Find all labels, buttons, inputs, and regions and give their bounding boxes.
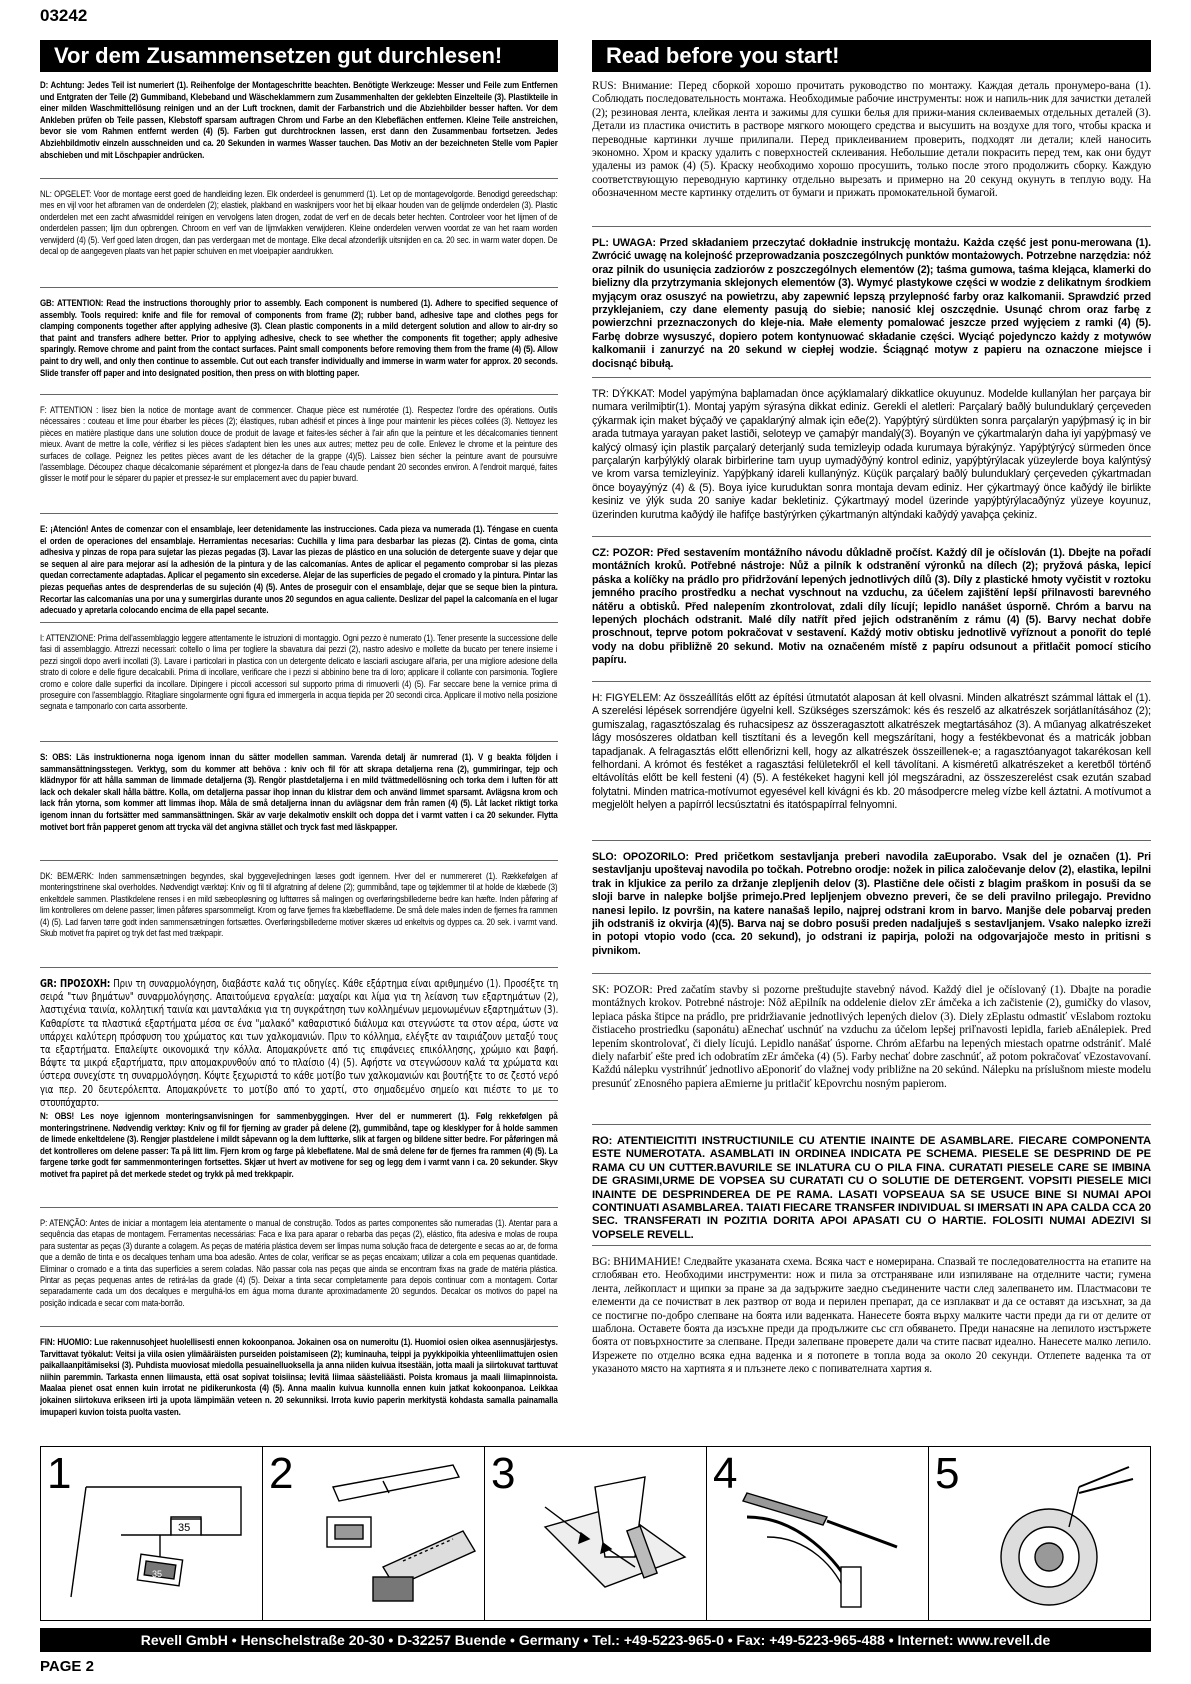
instructions-de: D: Achtung: Jedes Teil ist numeriert (1). Reihenfolge der Montageschritte beachten. Benötigte Werkzeuge: Messer und Feile zum Entfernen und Entgraten der Teile (2) Gummiband, Klebeband und Wäscheklammern zum Zusammenhalten der geklebten Einzelteile (3). Plastikteile in einer milden Waschmittellösung reinigen und an der Luft trocknen, damit der Farbanstrich und die Abziehbilder besser haften. Vor dem Ankleben prüfen ob Teile passen, Klebstoff sparsam auftragen Chrom und Farbe an den Klebeflächen entfernen. Kleine Teile anstreichen, bevor sie vom Rahmen entfernt werden (4) (5). Farben gut durchtrocknen lassen, erst dann den Zusammenbau fortsetzen. Jedes Abziehbildmotiv einzeln ausschneiden und ca. 20 Sekunden in warmes Wasser tauchen. Das Motiv an der bezeichneten Stelle vom Papier abschieben und mit Löschpapier andrücken. — [40, 80, 558, 160]
assembly-steps-strip — [40, 1446, 1151, 1621]
decal-apply-icon — [929, 1447, 1151, 1620]
instructions-rus: RUS: Внимание: Перед сборкой хорошо прочитать руководство по монтажу. Каждая деталь пронумеро-вана (1). Соблюдать последовательность монтажа. Необходимые рабочие инструменты: нож и напиль-ник для зачистки деталей (2); резиновая лента, клейкая лента и зажимы для сушки белья для прижи-мания склеиваемых отдельных деталей (3). Детали из пластика очистить в растворе мягкого моющего средства и высушить на воздухе для того, чтобы краска и переводные картинки лучше пpилипали. Перед приклеиванием проверить, подходят ли детали; клей наносить экономно. Хром и краску удалить с поверхностей склеивания. Небольшие детали покрасить перед тем, как они будут удалены из рамок (4) (5). Краску необходимо хорошо просушить, только после этого продолжить сборку. Каждую соответствующую переводную картинку отдельно вырезать и примерно на 20 секунд окунуть в теплую воду. На обозначенном месте картинку отделить от бумаги и прижать промокательной бумагой. — [592, 80, 1151, 200]
part-number-label-2: 35 — [152, 1569, 163, 1579]
instructions-dk: DK: BEMÆRK: Inden sammensætningen begyndes, skal byggevejledningen læses godt igennem. Hver del er nummereret (1). Rækkefølgen af monteringstrinene skal overholdes. Nødvendigt værktøj: Kniv og fil til afgratning af delene (2); gummibånd, tape og tøjklemmer til at holde de klæbede (3) enkeltdele sammen. Plastikdelene renses i en mild sæbeopløsning og lufttørres så malingen og overføringsbillederne bedre kan hæfte. Inden påføring af lim kontrolleres om delene passer; limen påføres sparsommeligt. Krom og farve fjernes fra klæbeflladerne. De små dele males inden de fjernes fra rammen (4) (5). Lad farven tørre godt inden sammensætningen fortsættes. Overføringsbillederne motiver skæres ud enkeltvis og dyppes ca. 20 sek. i varmt vand. Skub motivet fra papiret og tryk det fast med trækpapir. — [40, 871, 558, 939]
step-number: 3 — [491, 1449, 516, 1498]
instructions-sk: SK: POZOR: Pred začatím stavby si pozorne preštudujte stavebný návod. Každý diel je očíslovaný (1). Dbajte na poradie montážnych krokov. Potrebné nástroje: Nôž aEpilník na oddelenie dielov zEr ámčeka a ich začistenie (2), gumičky do vlasov, lepiaca páska štipce na prádlo, pre pridržiavanie jednotlivých lepených dielov (3). Diely zEplastu odmastiť vEslabom roztoku čistiaceho prostriedku (saponátu) aEnechať uschnúť na vzduchu za účelom lepšej priľnavosti lepidla, farieb aEnálepiek. Pred lepením skontrolovať, či diely lícujú. Lepidlo nanášať úsporne. Chróm aEfarbu na lepených miestach opatrne odstrániť. Malé diely nafarbiť ešte pred ich odobratím zEr ámčeka (4) (5). Farby nechať dobre zaschnúť, až potom pokračovať vEzostavovaní. Každú nálepku vystrihnúť jednotlivo aEponoriť do vlažnej vody približne na 20 sekúnd. Nálepku na príslušnom mieste modelu presunúť zEnosného papiera aEmierne ju pritlačiť kEpovrchu nosným papierom. — [592, 984, 1151, 1090]
footer-contact-bar: Revell GmbH • Henschelstraße 20-30 • D-32257 Buende • Germany • Tel.: +49-5223-965-0 • Fax: +49-5223-965-488 • Internet: www.revell.de — [40, 1628, 1151, 1652]
instructions-gr — [40, 978, 558, 1109]
part-number-label: 35 — [178, 1522, 191, 1534]
instructions-fin: FIN: HUOMIO: Lue rakennusohjeet huolellisesti ennen kokoonpanoa. Jokainen osa on numeroitu (1). Huomioi osien oikea asennusjärjestys. Tarvittavat työkalut: Veitsi ja viila osien ylimääräisten purseiden poistamiseen (2); kuminauha, teippi ja pyykkipoikia yhteenliimattujen osien paikallaanpitämiseksi (3). Puhdista muoviosat miedolla pesuainelluoksella ja anna niiden kuivua itsestään, jotta maali ja siirtokuvat tarttuvat niihin paremmin. Tarkasta ennen liimausta, että osat sopivat toisiinsa; levitä liimaa säästeliäästi. Poista kromaus ja maali liimapinnoista. Maalaa pienet osat ennen kuin irrotat ne pidikerunkosta (4) (5). Anna maalin kuivua kunnolla ennen kuin jatkat kokoonpanoa. Leikkaa jokainen siirtokuva erikseen irti ja upota lämpimään veteen n. 20 sekunniksi. Irrota kuvio paperin merkitystä kohdasta samalla painamalla imupaperi kuvion toista puolta vasten. — [40, 1337, 558, 1417]
instructions-gr-text: Πριν τη συναρμολόγηση, διαβάστε καλά τις οδηγίες. Κάθε εξάρτημα είναι αριθμημένο (1). Προσέξτε τη σειρά "των βημάτων" συναρμολόγησης. Απαιτούμενα εργαλεία: μαχαίρι και λίμα για τη λείανση των εξαρτημάτων (2), λαστιχένια ταινία, κολλητική ταινία και μανταλάκια για τη συγκράτηση των κολλημένων μεμονωμένων εξαρτημάτων (3). Καθαρίστε τα πλαστικά εξαρτήματα μέσα σε ένα "μαλακό" καθαριστικό διάλυμα και στεγνώστε τα στον αέρα, ώστε να υπάρχει καλύτερη πρόσφυση του χρώματος και των χαλκομανιών. Πριν το κόλλημα, ελέγξτε αν ταιριάζουν μεταξύ τους τα εξαρτήματα. Επαλείψτε οικονομικά την κόλλα. Απομακρύνετε από τις επιφάνειες επικόλλησης, χρώμιο και βαφή. Βάψτε τα μικρά εξαρτήματα, πριν απομακρυνθούν από το πλαίσιο (4) (5). Αφήστε να στεγνώσουν καλά τα χρώματα και ύστερα συνεχίστε τη συναρμολόγηση. Κόψτε ξεχωριστά το κάθε μοτίβο των χαλκομανιών και βουτήξτε το σε ζεστό νερό για περ. 20 δευτερόλεπτα. Απομακρύνετε το μοτίβο από το χαρτί, στο σημαδεμένο σημείο και πιέστε το με το στουπόχαρτο. — [40, 978, 558, 1109]
page-number: PAGE 2 — [40, 1658, 94, 1675]
step-number: 4 — [713, 1449, 738, 1498]
instructions-cz: CZ: POZOR: Před sestavením montážního návodu důkladně pročíst. Každý díl je očíslován (1). Dbejte na pořadí montážních kroků. Potřebné nástroje: Nůž a pilník k odstranění výronků na dílech (2); pryžová páska, lepicí páska a kolíčky na prádlo pro přidržování lepených jednotlivých dílů (3). Díly z plastické hmoty vyčistit v roztoku jemného pracího prostředku a nechat vyschnout na vzduchu, za účelem zajištění lepší přilnavosti barevného nátěru a obtisků. Před nalepením zkontrolovat, zdali díly lícují; lepidlo nanášet úsporně. Chróm a barvu na lepených plochách odstranit. Malé díly natřít před jejich odstraněním z rámu (4) (5). Barvy nechat dobře proschnout, teprve potom pokračovat v sestavení. Každý motiv obtisku jednotlivě vyříznout a ponořit do teplé vody na dobu přibližně 20 sekund. Motiv na označeném místě z papíru odsunout a přitlačit pomocí sticího papíru. — [592, 547, 1151, 667]
step-4-panel — [707, 1447, 929, 1620]
title-english: Read before you start! — [592, 40, 1151, 72]
instructions-i: I: ATTENZIONE: Prima dell'assemblaggio leggere attentamente le istruzioni di montaggio. Ogni pezzo è numerato (1). Tener presente la successione delle fasi di assemblaggio. Attrezzi necessari: coltello o lima per togliere la sbavatura dai pezzi (2), nastro adesivo e mollette da bucato per tenere insieme i pezzi singoli dopo averli incollati (3). Lavare i particolari in plastica con un detergente delicato e lasciarli asciugare all'aria, per una migliore adesione della strato di colore e delle figure decalcabili. Prima di incollare, verificare che i pezzi si abbinino bene tra di loro; applicare il collante con parsimonia. Togliere cromo e colore dalle superfici da incollare. Dipingere i piccoli accessori sul supporto prima di rimuoverli (4) (5). Far seccare bene la vernice prima di proseguire con l'assemblaggio. Ritagliare singolarmente ogni figura ed immergerla in acqua tiepida per 20 secondi circa. Applicare il motivo nella posizione segnata e tamponarlo con carta assorbente. — [40, 633, 558, 712]
step-5-panel — [929, 1447, 1150, 1620]
document-code: 03242 — [40, 6, 88, 25]
instructions-gb: GB: ATTENTION: Read the instructions thoroughly prior to assembly. Each component is numbered (1). Adhere to specified sequence of assembly. Tools required: knife and file for removal of components from frame (2); rubber band, adhesive tape and clothes pegs for clamping components together after applying adhesive (3). Clean plastic components in a mild detergent solution and allow to air-dry so that paint and transfers adhere better. Prior to applying adhesive, check to see whether the components fit together; apply adhesive sparingly. Remove chrome and paint from the contact surfaces. Paint small components before removing them from the frame (4) (5). Allow paint to dry well, and only then continue to assemble. Cut out each transfer individually and immerse in warm water for approx. 20 seconds. Slide transfer off paper and into designated position, then press on with blotting paper. — [40, 298, 558, 378]
step-1-panel — [41, 1447, 263, 1620]
instructions-nl: NL: OPGELET: Voor de montage eerst goed de handleiding lezen. Elk onderdeel is genummerd (1). Let op de montagevolgorde. Benodigd gereedschap: mes en vijl voor het afbramen van de onderdelen (2); elastiek, plakband en wasknijpers voor het bij elkaar houden van de gelijmde onderdelen (3). Plastic onderdelen met een zacht afwasmiddel reinigen en vervolgens laten drogen, zodat de verf en de decals beter hechten. Controleer voor het lijmen of de onderdelen passen; lijm dun opbrengen. Chroom en verf van de lijmvlakken verwijderen. Kleine onderdelen vervven voordat ze van het raam worden verwijderd (4) (5). Verf goed laten drogen, dan pas verdergaan met de montage. Elke decal afzonderlijk uitsnijden en ca. 20 sec. in warm water dopen. De decal op de aangegeven plaats van het papier schuiven en met vloeipapier aandrukken. — [40, 189, 558, 257]
instructions-bg: BG: ВНИМАНИЕ! Следвайте указаната схема. Всяка част е номерирана. Спазвай те последователността на етапите на сглобяван ето. Необходими инструменти: нож и пила за отстраняване или изпиляване на отделните части; гумена лента, лейкопласт и щипки за пране за да задържите заедно съединените части след залепването им. Пластмасови те елементи да се почистват в лек разтвор от вода и перилен препарат, да се изплакват и да се оставят да изсъхнат, за да се постигне по-добро слепване на боята или ваденката. Нанесете боята върху малките части преди да ги от делите от шаблона. Оставете боята да изсъхне преди да продължите сьс сгл обяването. Преди нанасяне на лепилото изстържете боята от повърхностите за слепване. Преди залепване проверете дали ча стите пасват идеално. Нанесете малко лепило. Изрежете по отделно всяка една ваденка и я потопете в топла вода за около 20 секунди. Отлепете ваденка та от указаното място на хартията я и плъзнете леко с попивателната хартия я. — [592, 1256, 1151, 1376]
instructions-p: P: ATENÇÃO: Antes de iniciar a montagem leia atentamente o manual de construção. Todos as partes componentes são numeradas (1). Atentar para a sequência das etapas de montagem. Ferramentas necessárias: Faca e lixa para aparar o rebarba das peças (2), elástico, fita adesiva e molas de roupa para sustentar as peças (3) durante a colagem. As peças de matéria plástica devem ser limpas numa solução fraca de detergente e secas ao ar, de forma que a demão de tinta e os decalques tenham uma boa adesão. Antes de colar, verificar se as peças encaixam; utilizar a cola em pequenas quantidade. Eliminar o cromado e a tinta das superfícies a serem coladas. Não passar cola nas peças que ainda se encontram fixas na grade de matéria plástica. Pintar as peças pequenas antes de retirá-las da grade (4) (5). Deixar a tinta secar completamente para depois continuar com a montagem. Cortar separadamente cada um dos decalques e mergulhá-los em água morna durante aproximadamente 20 segundos. Decalcar os motivos do papel na posição indicada e secar com mata-borrão. — [40, 1218, 558, 1308]
left-column — [40, 80, 558, 1436]
step-number: 5 — [935, 1449, 960, 1498]
knife-and-file-icon — [263, 1447, 485, 1620]
instructions-e: E: ¡Atención! Antes de comenzar con el ensamblaje, leer detenidamente las instrucciones. Cada pieza va numerada (1). Téngase en cuenta el orden de operaciones del ensamblaje. Herramientas necesarias: Cuchilla y lima para desbarbar las piezas (2). Cintas de goma, cinta adhesiva y pinzas de ropa para sujetar las piezas pegadas (3). Lavar las piezas de plástico en una solución de detergente suave y dejar que se sequen al aire para mejorar así la adhesión de la pintura y de las calcomanías. Antes de aplicar el pegamento comprobar si las piezas quedan correctamente adaptadas. Aplicar el pegamento sin excederse. Alejar de las superficies de pegado el cromado y la pintura. Pintar las piezas pequeñas antes de desprenderlas de su sujeción (4) (5). Antes de proseguir con el ensamblaje, dejar que se seque bien la pintura. Recortar las calcomanías una por una y sumergirlas durante unos 20 segundos en agua caliente. Deslizar del papel la calcomanía en el lugar adecuado y apretarla colocando encima de ella papel secante. — [40, 524, 558, 616]
step-2-panel — [263, 1447, 485, 1620]
instructions-slo: SLO: OPOZORILO: Pred pričetkom sestavljanja preberi navodila zaЕuporabo. Vsak del je označen (1). Pri sestavljanju upoštevaj navodila po točkah. Potrebno orodje: nožek in pilica zaločevanje delov (2), elastika, lepilni trak in kljukice za perilo za držanje zlepljenih delov (3). Plastične dele očisti z blagim praškom in posuši da se sloji barve in nalepke boljše primejo.Pred lepljenjem obvezno preveri, če se deli pravilno prilegajo. Previdno nanesi lepilo. Iz površin, na katere nanašaš lepilo, najprej odstrani krom in barvo. Manjše dele pobarvaj preden jih odstraniš iz okvirja (4)(5). Barva naj se dobro posuši preden nadaljuješ s sestavljanjem. Vsako nalepko izreži in potopi vtopio vodo (cca. 20 sekund), jo odstrani iz papirja, položi na odgovarjajoče mesto in pritisni s pivnikom. — [592, 851, 1151, 957]
step-number: 1 — [47, 1449, 72, 1498]
instructions-n: N: OBS! Les noye igjennom monteringsanvisningen for sammenbyggingen. Hver del er nummerert (1). Følg rekkefølgen på monteringstrinene. Nødvendig verktøy: Kniv og fil for fjerning av grader på delene (2), gummibånd, tape og klesklyper for å holde sammen de limede enkeltdelene (3). Rengjør plastdelene i mildt såpevann og la dem lufttørke, slik at fargen og bildene sitter bedre. For påføringen må det kontrolleres om delene passer: Ta på litt lim. Fjern krom og farge på klebeflatene. Mal de små delene før de fjernes fra rammen (4) (5). La fargene tørke godt før sammenmonteringen fortsettes. Skjær ut hvert av motivene for seg og legg dem i varmt vann i ca. 20 sekunder. Skyv motivet fra papiret på det merkede stedet og trykk på med trekkpapir. — [40, 1111, 558, 1179]
instructions-s: S: OBS: Läs instruktionerna noga igenom innan du sätter modellen samman. Varenda detalj är numrerad (1). V g beakta följden i sammansättningsstegen. Verktyg, som du kommer att behöva : kniv och fil för att skrapa detaljerna rena (2), gummiringar, tejp och klädnypor för att hålla samman de limmade detaljerna (3). Rengör plastdetaljerna i en mild tvättmedellösning och torka dem i luften för att lack och dekaler skall hålla bättre. Kolla, om detaljerna passar ihop innan du klistrar dem och använd limmet sparsamt. Avlägsna krom och lack från ytorna, som kommer att limmas ihop. Måla de små detaljerna innan du avlägsnar dem från ramen (4) (5). Låt lacket riktigt torka igenom innan du fortsätter med sammansättningen. Skär av varje dekalmotiv enskilt och doppa det i varmt vatten i ca 20 sekunder. Flytta motivet bort från papperet genom att trycka väl det angivna stället och tryck fast med läskpapper. — [40, 752, 558, 832]
instructions-f: F: ATTENTION : lisez bien la notice de montage avant de commencer. Chaque pièce est numérotée (1). Respectez l'ordre des opérations. Outils nécessaires : couteau et lime pour ébarber les pièces (2); élastiques, ruban adhésif et pinces à linge pour maintenir les pièces collées (3). Nettoyez les pièces en matière plastique dans une solution douce de produit de lavage et faites-les sécher à l'air afin que la peinture et les décalcomanies tiennent mieux. Avant de mettre la colle, vérifiez si les pièces s'adaptent bien les unes aux autres; mettez peu de colle. Enlevez le chrome et la peinture des surfaces de collage. Peignez les petites pièces avant de les détacher de la grappe (4)(5). Laissez bien sécher la peinture avant de poursuivre l'assemblage. Découpez chaque décalcomanie séparément et plongez-la dans de l'eau chaude pendant 20 secondes environ. A l'endroit marqué, faites glisser le motif pour le séparer du papier et pressez-le sur emplacement avec du papier buvard. — [40, 405, 558, 484]
instructions-gr-label: GR: ΠΡΟΣΟΧΗ: — [40, 978, 111, 990]
clamp-parts-icon — [485, 1447, 707, 1620]
right-column — [592, 80, 1151, 1436]
instructions-tr: TR: DÝKKAT: Model yapýmýna baþlamadan önce açýklamalarý dikkatlice okuyunuz. Modelde kullanýlan her parçaya bir numara verilmiþtir(1). Montaj yapým sýrasýna dikkat ediniz. Gerekli el aletleri: Parçalarý baðlý bulunduklarý çerçeveden çýkarmak için maket býçaðý ve çapaklarýný almak için eðe(2). Yapýþtýrý sürdükten sonra parçalarýn yapýþmasý iç in bir arada tutmaya yarayan paket lastiði, seloteyp ve çamaþýr mandalý(3). Boyanýn ve çýkartmalarýn daha iyi yapýþmasý ve kalýcý olmasý için plastik parçalarý deterjanlý suda temizleyip odada kurumaya býrakýnýz. Yapýþtýrýcý sürmeden önce parçalarýn karþýlýklý olarak birbirlerine tam uyup uymadýðýný kontrol ediniz, yapýþtýrýlacak yüzeylerde boya kalýntýsý ve krom varsa temizleyiniz. Yapýþkaný idareli kullanýnýz. Küçük parçalarý baðlý bulunduklarý çerçeveden çýkartmadan önce boyayýnýz (4) & (5). Boya iyice kuruduktan sonra montaja devam ediniz. Her çýkartmayý önce kaðýdý ile birlikte kesiniz ve ýlýk suda 20 saniye kadar bekletiniz. Çýkartmayý model üzerinde yapýþtýrýlacaðýnýz yüzeye koyunuz, üzerinden kurutma kaðýdý ile hafifçe bastýrýrken çýkartmanýn altýndaki kaðýdý yavaþça çekiniz. — [592, 388, 1151, 521]
step-number: 2 — [269, 1449, 294, 1498]
instructions-h: H: FIGYELEM: Az összeállítás előtt az építési útmutatót alaposan át kell olvasni. Minden alkatrészt számmal láttak el (1). A szerelési lépések sorrendjére ügyelni kell. Szükséges szerszámok: kés és reszelő az alkatrészek sorjátlanításához (2); gumiszalag, ragasztószalag és ruhacsipesz az összeragasztott alkatrészek megtartásához (3). A műanyag alkatrészeket lágy mosószeres oldatban kell tisztítani és a levegőn kell megszárítani, hogy a festékbevonat és a matricák jobban tapadjanak. A felragasztás előtt ellenőrizni kell, hogy az alkatrészek összeillenek-e; a ragasztóanyagot takarékosan kell felhordani. A krómot és festéket a ragasztási felületekről el kell távolítani. A kisméretű alkatrészeket a keretből történő eltávolítás előtt be kell festeni (4) (5). A festékeket hagyni kell jól megszáradni, az összeszerelést csak ezután szabad folytatni. Minden matrica-motívumot egyesével kell kivágni és kb. 20 másodpercre meleg vízbe kell áztatni. A motívumot a megjelölt helyen a papírról lecsúsztatni és itatóspapírral felnyomni. — [592, 692, 1151, 812]
paint-brush-icon — [707, 1447, 929, 1620]
sprue-parts-icon — [41, 1447, 263, 1620]
step-3-panel — [485, 1447, 707, 1620]
instructions-pl: PL: UWAGA: Przed składaniem przeczytać dokładnie instrukcję montażu. Każda część jest ponu-merowana (1). Zwrócić uwagę na kolejność przeprowadzania poszczególnych punktów montażowych. Potrzebne narzędzia: nóż oraz pilnik do usunięcia zadziorów z poszczególnych elementów (2); taśma gumowa, taśma klejąca, klamerki do bielizny dla przytrzymania sklejonych elementów (3). Wymyć plastykowe części w wodzie z delikatnym środkiem myjącym oraz osuszyć na powietrzu, aby zapewnić lepszą przylepność farby oraz kalkomanii. Sprawdzić przed przyklejaniem, czy dane elementy pasują do siebie; nanosić klej oszczędnie. Usunąć chrom oraz farbę z powierzchni przeznaczonych do kleje-nia. Małe elementy pomalować jeszcze przed wyjęciem z ramki (4) (5). Farbę dobrze wysuszyć, dopiero potem kontynuować składanie części. Wyciąć pojedynczo każdy z motywów kalkomanii i zanurzyć na 20 sekund w ciepłej wodzie. Ściągnąć motyw z papieru na oznaczone miejsce i docisnąć bibułą. — [592, 237, 1151, 370]
instructions-ro: RO: ATENTIEICITITI INSTRUCTIUNILE CU ATENTIE INAINTE DE ASAMBLARE. FIECARE COMPONENTA ESTE NUMEROTATA. ASAMBLATI IN ORDINEA INDICATA PE SCHEMA. PIESELE SE DESPRIND DE PE RAMA CU UN CUTTER.BAVURILE SE INLATURA CU O PILA FINA. CURATATI PIESELE CARE SE IMBINA DE GRASIMI,URME DE VOPSEA SU CURATATI CU O SOLUTIE DE DETERGENT. VOPSITI PIESELE MICI INAINTE DE DESPRINDEREA DE PE RAMA. LASATI VOPSEAUA SA SE USUCE BINE SI NUMAI APOI CONTINUATI ASAMBLAREA. TAIATI FIECARE TRANSFER INDIVIDUAL SI IMERSATI IN APA CALDA CCA 20 SEC. TRANSFERATI IN POZITIA DORITA APOI APASATI CU O HARTIE. FOLOSITI NUMAI ADEZIVI SI VOPSELE REVELL. — [592, 1135, 1151, 1241]
title-german: Vor dem Zusammensetzen gut durchlesen! — [40, 40, 558, 72]
